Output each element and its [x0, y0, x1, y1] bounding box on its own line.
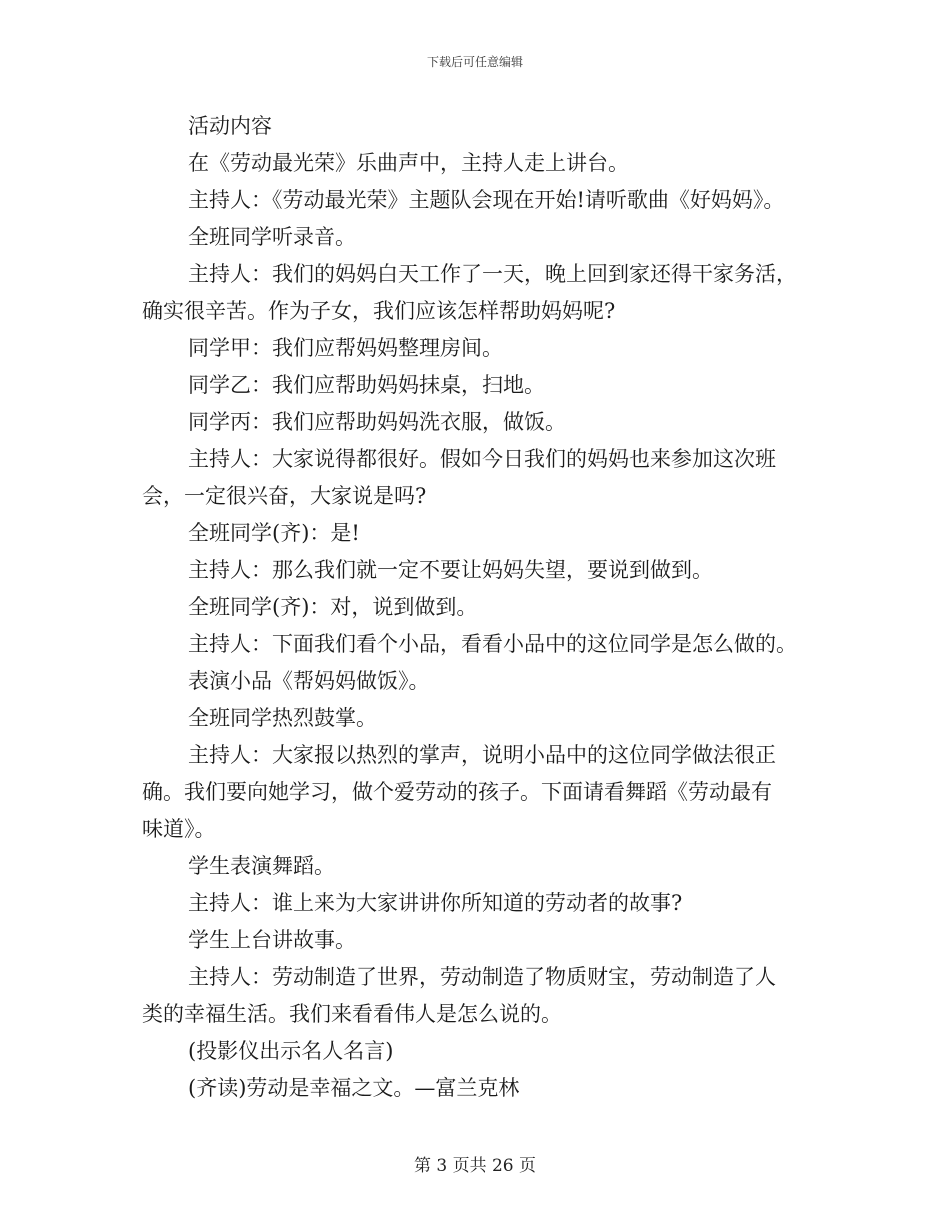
- page-footer: 第 3 页共 26 页: [413, 1156, 537, 1176]
- paragraph-line: 同学乙：我们应帮助妈妈抹桌，扫地。: [188, 373, 545, 397]
- paragraph: [142, 663, 822, 700]
- paragraph-line: 在《劳动最光荣》乐曲声中，主持人走上讲台。: [188, 151, 629, 175]
- paragraph-line: 主持人：《劳动最光荣》主题队会现在开始!请听歌曲《好妈妈》。: [188, 188, 785, 212]
- paragraph-line: 全班同学听录音。: [188, 225, 356, 249]
- paragraph: [142, 848, 822, 885]
- paragraph: [142, 1070, 822, 1107]
- paragraph-line: 学生表演舞蹈。: [188, 854, 335, 878]
- paragraph: [142, 515, 822, 552]
- paragraph: [142, 737, 822, 848]
- paragraph-line: 表演小品《帮妈妈做饭》。: [188, 669, 430, 693]
- paragraph-line: 会，一定很兴奋，大家说是吗?: [142, 484, 427, 508]
- paragraph: [142, 700, 822, 737]
- paragraph-line: 全班同学(齐)：对，说到做到。: [188, 595, 478, 619]
- paragraph-line: 主持人：我们的妈妈白天工作了一天，晚上回到家还得干家务活，: [188, 262, 797, 286]
- document-body: [142, 108, 822, 1107]
- paragraph-line: 主持人：下面我们看个小品，看看小品中的这位同学是怎么做的。: [188, 632, 797, 656]
- paragraph: [142, 626, 822, 663]
- paragraph: [142, 145, 822, 182]
- paragraph-line: 同学甲：我们应帮妈妈整理房间。: [188, 336, 503, 360]
- paragraph: [142, 959, 822, 1033]
- paragraph: [142, 404, 822, 441]
- paragraph: [142, 589, 822, 626]
- paragraph-line: 学生上台讲故事。: [188, 928, 356, 952]
- paragraph-line: 味道》。: [142, 817, 216, 841]
- paragraph-line: 主持人：大家说得都很好。假如今日我们的妈妈也来参加这次班: [188, 447, 776, 471]
- paragraph-line: 同学丙：我们应帮助妈妈洗衣服，做饭。: [188, 410, 566, 434]
- paragraph: [142, 922, 822, 959]
- paragraph: [142, 1033, 822, 1070]
- paragraph: [142, 182, 822, 219]
- paragraph-line: 主持人：劳动制造了世界，劳动制造了物质财宝，劳动制造了人: [188, 965, 776, 989]
- paragraph-line: 确实很辛苦。作为子女，我们应该怎样帮助妈妈呢?: [142, 299, 616, 323]
- paragraph: [142, 552, 822, 589]
- paragraph-line: 全班同学热烈鼓掌。: [188, 706, 377, 730]
- paragraph-line: (齐读)劳动是幸福之文。—富兰克林: [188, 1076, 520, 1100]
- paragraph: [142, 885, 822, 922]
- paragraph: [142, 108, 822, 145]
- paragraph: [142, 367, 822, 404]
- paragraph-line: 主持人：谁上来为大家讲讲你所知道的劳动者的故事?: [188, 891, 683, 915]
- paragraph-line: 主持人：那么我们就一定不要让妈妈失望，要说到做到。: [188, 558, 713, 582]
- paragraph-line: (投影仪出示名人名言): [188, 1039, 394, 1063]
- paragraph: [142, 330, 822, 367]
- paragraph-line: 主持人：大家报以热烈的掌声，说明小品中的这位同学做法很正: [188, 743, 776, 767]
- page-header: 下载后可任意编辑: [426, 55, 523, 69]
- paragraph-line: 确。我们要向她学习，做个爱劳动的孩子。下面请看舞蹈《劳动最有: [142, 780, 772, 804]
- paragraph: [142, 441, 822, 515]
- paragraph-line: 全班同学(齐)：是!: [188, 521, 360, 545]
- paragraph: [142, 219, 822, 256]
- paragraph-line: 活动内容: [188, 114, 272, 138]
- paragraph: [142, 256, 822, 330]
- paragraph-line: 类的幸福生活。我们来看看伟人是怎么说的。: [142, 1002, 562, 1026]
